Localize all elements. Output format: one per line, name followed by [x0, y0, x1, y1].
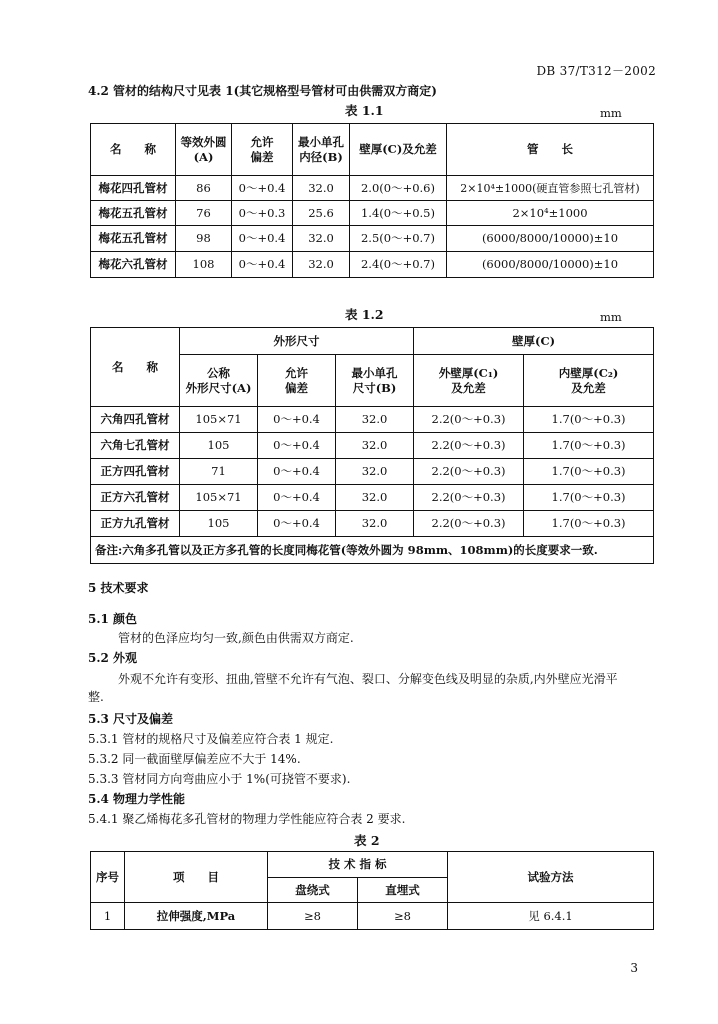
table-cell: 32.0 [293, 176, 350, 201]
section-5-3-1: 5.3.1 管材的规格尺寸及偏差应符合表 1 规定. [88, 732, 334, 746]
table-1-2-group-row [91, 328, 654, 355]
table-1-2-note: 备注:六角多孔管以及正方多孔管的长度同梅花管(等效外圆为 98mm、108mm)的长度要求一致. [91, 537, 654, 564]
table-cell: 0～+0.4 [232, 226, 293, 252]
table-1-1-header: 等效外圆 (A) [176, 124, 232, 176]
table-cell: 2.5(0～+0.7) [350, 226, 447, 252]
table-row [91, 459, 654, 485]
table-1-2-header: 允许 偏差 [258, 355, 336, 407]
table-2 [90, 851, 654, 930]
table-row [91, 485, 654, 511]
table-cell: 0～+0.4 [232, 176, 293, 201]
table-cell: 2.2(0～+0.3) [414, 433, 524, 459]
table-cell: 2.2(0～+0.3) [414, 511, 524, 537]
table-cell: (6000/8000/10000)±10 [447, 226, 654, 252]
table-cell: 六角四孔管材 [91, 407, 180, 433]
table-cell: 105 [180, 433, 258, 459]
table-row [91, 176, 654, 201]
table-1-2-header: 外壁厚(C₁) 及允差 [414, 355, 524, 407]
table-cell: 32.0 [336, 459, 414, 485]
standard-code: DB 37/T312－2002 [536, 64, 656, 78]
table-2-header: 序号 [91, 852, 125, 903]
section-5-3-3: 5.3.3 管材同方向弯曲应小于 1%(可挠管不要求). [88, 772, 351, 786]
table-cell: 正方六孔管材 [91, 485, 180, 511]
table-2-header: 项 目 [125, 852, 268, 903]
table-cell: 2.2(0～+0.3) [414, 485, 524, 511]
table-cell: 32.0 [336, 433, 414, 459]
table-cell: 梅花六孔管材 [91, 252, 176, 278]
table-cell: 98 [176, 226, 232, 252]
table-cell: 2.2(0～+0.3) [414, 459, 524, 485]
table-row [91, 433, 654, 459]
table-cell: 2.0(0～+0.6) [350, 176, 447, 201]
table-cell: 0～+0.4 [258, 511, 336, 537]
section-5-2-text-cont: 整. [88, 690, 104, 704]
table-1-1-header: 管 长 [447, 124, 654, 176]
table-1-2 [90, 327, 654, 564]
table-cell: 1.7(0～+0.3) [524, 459, 654, 485]
section-5: 5 技术要求 [88, 581, 149, 595]
table-1-1-header: 最小单孔 内径(B) [293, 124, 350, 176]
table-2-header: 直埋式 [358, 878, 448, 903]
table-1-1-header-row [91, 124, 654, 176]
table-cell: 1.7(0～+0.3) [524, 511, 654, 537]
table-row [91, 511, 654, 537]
table-cell: 2×10⁴±1000(硬直管参照七孔管材) [447, 176, 654, 201]
table-cell: (6000/8000/10000)±10 [447, 252, 654, 278]
table-cell: 0～+0.4 [258, 485, 336, 511]
table-cell: 0～+0.4 [258, 407, 336, 433]
table-1-2-unit: mm [600, 310, 622, 324]
table-1-2-group-header: 外形尺寸 [180, 328, 414, 355]
table-cell: 0～+0.4 [258, 433, 336, 459]
table-cell: 1.7(0～+0.3) [524, 407, 654, 433]
table-1-1-header: 允许 偏差 [232, 124, 293, 176]
table-cell: 梅花四孔管材 [91, 176, 176, 201]
section-5-2-text: 外观不允许有变形、扭曲,管壁不允许有气泡、裂口、分解变色线及明显的杂质,内外壁应光滑平 [118, 672, 618, 686]
section-5-1-text: 管材的色泽应均匀一致,颜色由供需双方商定. [118, 631, 354, 645]
table-2-caption: 表 2 [354, 833, 380, 848]
table-1-2-header: 内壁厚(C₂) 及允差 [524, 355, 654, 407]
table-cell: 见 6.4.1 [448, 903, 654, 930]
table-cell: 六角七孔管材 [91, 433, 180, 459]
table-cell: 2.2(0～+0.3) [414, 407, 524, 433]
table-1-1-header: 名 称 [91, 124, 176, 176]
table-cell: 正方四孔管材 [91, 459, 180, 485]
table-row [91, 903, 654, 930]
table-cell: 32.0 [336, 407, 414, 433]
table-cell: 105 [180, 511, 258, 537]
table-cell: 32.0 [336, 511, 414, 537]
section-5-1: 5.1 颜色 [88, 612, 138, 626]
table-cell: 71 [180, 459, 258, 485]
table-cell: 76 [176, 201, 232, 226]
table-1-1-header: 壁厚(C)及允差 [350, 124, 447, 176]
table-cell: 2.4(0～+0.7) [350, 252, 447, 278]
table-1-1-caption: 表 1.1 [345, 103, 384, 118]
table-2-header: 试验方法 [448, 852, 654, 903]
table-cell: 1.4(0～+0.5) [350, 201, 447, 226]
section-4-2: 4.2 管材的结构尺寸见表 1(其它规格型号管材可由供需双方商定) [88, 84, 437, 98]
table-row [91, 407, 654, 433]
table-cell: ≥8 [358, 903, 448, 930]
table-1-2-caption: 表 1.2 [345, 307, 384, 322]
table-cell: 105×71 [180, 407, 258, 433]
table-cell: 32.0 [293, 226, 350, 252]
table-cell: 86 [176, 176, 232, 201]
table-cell: 2×10⁴±1000 [447, 201, 654, 226]
table-cell: 0～+0.4 [258, 459, 336, 485]
table-2-group-header: 技 术 指 标 [268, 852, 448, 878]
table-1-2-group-header: 壁厚(C) [414, 328, 654, 355]
table-cell: 108 [176, 252, 232, 278]
table-1-1 [90, 123, 654, 278]
section-5-4: 5.4 物理力学性能 [88, 792, 186, 806]
table-note-row [91, 537, 654, 564]
table-1-2-header: 公称 外形尺寸(A) [180, 355, 258, 407]
table-cell: ≥8 [268, 903, 358, 930]
table-1-1-unit: mm [600, 106, 622, 120]
table-cell: 正方九孔管材 [91, 511, 180, 537]
section-5-3: 5.3 尺寸及偏差 [88, 712, 174, 726]
table-1-2-header: 名 称 [91, 328, 180, 407]
table-cell: 0～+0.3 [232, 201, 293, 226]
section-5-2: 5.2 外观 [88, 651, 138, 665]
table-row [91, 252, 654, 278]
table-2-header: 盘绕式 [268, 878, 358, 903]
table-cell: 梅花五孔管材 [91, 201, 176, 226]
table-cell: 32.0 [293, 252, 350, 278]
table-cell: 梅花五孔管材 [91, 226, 176, 252]
table-row [91, 226, 654, 252]
table-2-group-row [91, 852, 654, 878]
table-cell: 1 [91, 903, 125, 930]
table-cell: 1.7(0～+0.3) [524, 433, 654, 459]
table-row [91, 201, 654, 226]
table-cell: 拉伸强度,MPa [125, 903, 268, 930]
table-cell: 32.0 [336, 485, 414, 511]
table-cell: 25.6 [293, 201, 350, 226]
page-number: 3 [630, 961, 638, 975]
table-1-2-header: 最小单孔 尺寸(B) [336, 355, 414, 407]
section-5-4-1: 5.4.1 聚乙烯梅花多孔管材的物理力学性能应符合表 2 要求. [88, 812, 406, 826]
table-cell: 0～+0.4 [232, 252, 293, 278]
table-cell: 105×71 [180, 485, 258, 511]
section-5-3-2: 5.3.2 同一截面壁厚偏差应不大于 14%. [88, 752, 301, 766]
table-cell: 1.7(0～+0.3) [524, 485, 654, 511]
